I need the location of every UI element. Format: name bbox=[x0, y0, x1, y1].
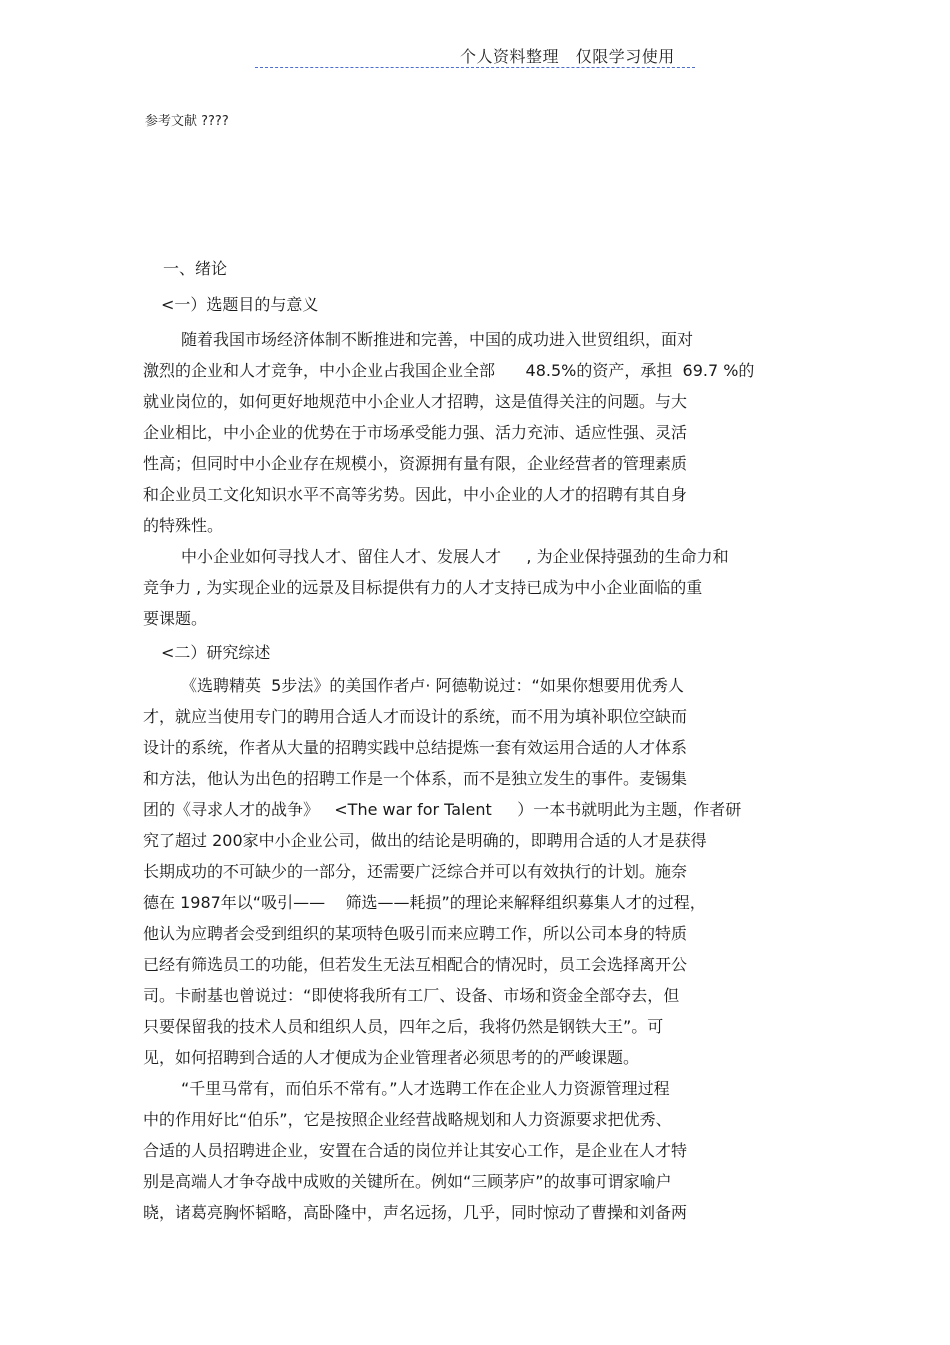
paragraph-line: 合适的人员招聘进企业，安置在合适的岗位并让其安心工作，是企业在人才特 bbox=[143, 1141, 688, 1160]
section-title: 一、绪论 bbox=[163, 259, 228, 278]
paragraph-line: 只要保留我的技术人员和组织人员，四年之后，我将仍然是钢铁大王”。可 bbox=[143, 1017, 664, 1036]
paragraph-line: 见，如何招聘到合适的人才便成为企业管理者必须思考的的严峻课题。 bbox=[143, 1048, 640, 1067]
paragraph-line: 和方法，他认为出色的招聘工作是一个体系，而不是独立发生的事件。麦锡集 bbox=[143, 769, 688, 788]
paragraph-line: 司。卡耐基也曾说过：“即使将我所有工厂、设备、市场和资金全部夺去，但 bbox=[143, 986, 680, 1005]
paragraph-line: 随着我国市场经济体制不断推进和完善，中国的成功进入世贸组织，面对 bbox=[181, 330, 694, 349]
paragraph-line: 别是高端人才争夺战中成败的关键所在。例如“三顾茅庐”的故事可谓家喻户 bbox=[143, 1172, 672, 1191]
paragraph-line: 已经有筛选员工的功能，但若发生无法互相配合的情况时，员工会选择离开公 bbox=[143, 955, 688, 974]
paragraph-line: 才，就应当使用专门的聘用合适人才而设计的系统，而不用为填补职位空缺而 bbox=[143, 707, 688, 726]
paragraph-line: 究了超过 200家中小企业公司，做出的结论是明确的，即聘用合适的人才是获得 bbox=[143, 831, 707, 850]
paragraph-line: 激烈的企业和人才竞争，中小企业占我国企业全部 48.5%的资产，承担 69.7 %的 bbox=[143, 361, 755, 380]
paragraph-line: 竞争力 , 为实现企业的远景及目标提供有力的人才支持已成为中小企业面临的重 bbox=[143, 578, 703, 597]
paragraph-line: 性高；但同时中小企业存在规模小，资源拥有量有限，企业经营者的管理素质 bbox=[143, 454, 688, 473]
paragraph-line: 晓，诸葛亮胸怀韬略，高卧隆中，声名远扬，几乎，同时惊动了曹操和刘备两 bbox=[143, 1203, 688, 1222]
paragraph-line: 德在 1987年以“吸引—— 筛选——耗损”的理论来解释组织募集人才的过程， bbox=[143, 893, 706, 912]
paragraph-line: 和企业员工文化知识水平不高等劣势。因此，中小企业的人才的招聘有其自身 bbox=[143, 485, 688, 504]
paragraph-line: 团的《寻求人才的战争》 <The war for Talent ）一本书就明此为主题，作者研 bbox=[143, 800, 742, 819]
paragraph-line: 的特殊性。 bbox=[143, 516, 224, 535]
references-label: 参考文献 ???? bbox=[145, 114, 229, 129]
paragraph-line: 《选聘精英 5步法》的美国作者卢· 阿德勒说过：“如果你想要用优秀人 bbox=[181, 676, 684, 695]
paragraph-line: 设计的系统，作者从大量的招聘实践中总结提炼一套有效运用合适的人才体系 bbox=[143, 738, 688, 757]
document-body bbox=[143, 254, 823, 1228]
paragraph-line: 中小企业如何寻找人才、留住人才、发展人才 , 为企业保持强劲的生命力和 bbox=[181, 547, 729, 566]
paragraph-line: 要课题。 bbox=[143, 609, 208, 628]
paragraph-line: 长期成功的不可缺少的一部分，还需要广泛综合并可以有效执行的计划。施奈 bbox=[143, 862, 688, 881]
subsection-title: <二）研究综述 bbox=[161, 643, 271, 662]
subsection-title: <一）选题目的与意义 bbox=[161, 295, 319, 314]
paragraph-line: 中的作用好比“伯乐”，它是按照企业经营战略规划和人力资源要求把优秀、 bbox=[143, 1110, 672, 1129]
paragraph-line: 他认为应聘者会受到组织的某项特色吸引而来应聘工作，所以公司本身的特质 bbox=[143, 924, 688, 943]
paragraph-line: 就业岗位的，如何更好地规范中小企业人才招聘，这是值得关注的问题。与大 bbox=[143, 392, 688, 411]
page-header bbox=[255, 41, 695, 68]
header-text: 个人资料整理 仅限学习使用 bbox=[460, 47, 675, 66]
paragraph-line: “千里马常有，而伯乐不常有。”人才选聘工作在企业人力资源管理过程 bbox=[181, 1079, 670, 1098]
paragraph-line: 企业相比，中小企业的优势在于市场承受能力强、活力充沛、适应性强、灵活 bbox=[143, 423, 688, 442]
